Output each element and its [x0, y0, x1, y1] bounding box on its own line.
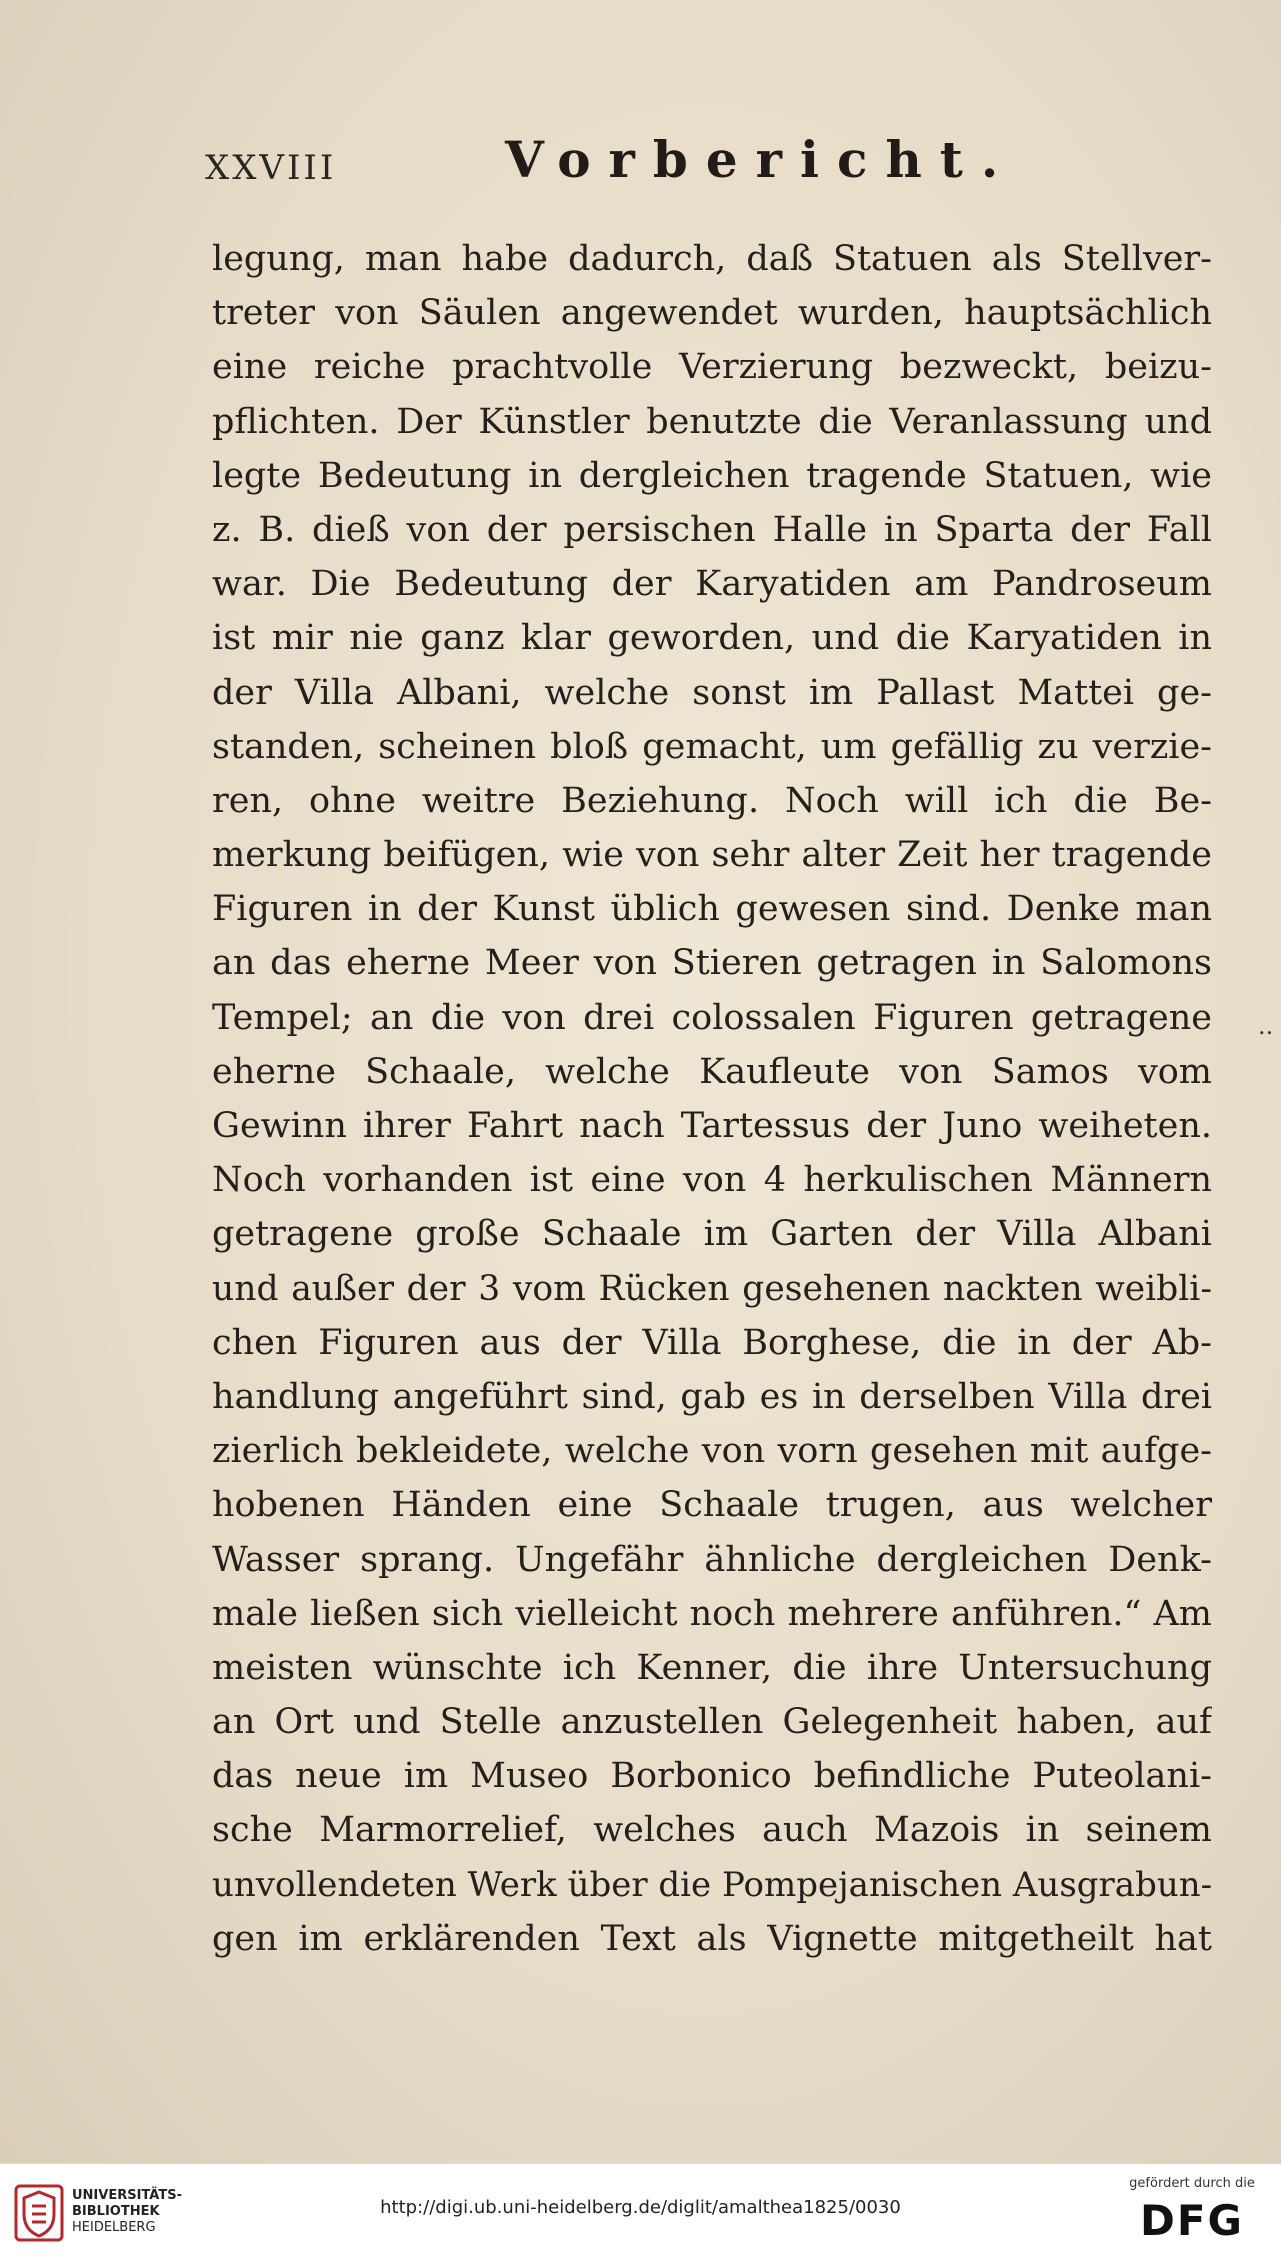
margin-mark: .. [1258, 1012, 1274, 1040]
text-line: treter von Säulen angewendet wurden, hauptsächlich [212, 293, 1212, 334]
text-line: male ließen sich vielleicht noch mehrere anführen.“ Am [212, 1593, 1212, 1634]
text-line: hobenen Händen eine Schaale trugen, aus welcher [212, 1485, 1212, 1526]
running-head [205, 130, 1221, 200]
text-line: Gewinn ihrer Fahrt nach Tartessus der Juno weiheten. [212, 1106, 1212, 1146]
text-line: pflichten. Der Künstler benutzte die Veranlassung und [212, 401, 1212, 442]
text-line: Tempel; an die von drei colossalen Figuren getragene [212, 997, 1212, 1038]
text-line: sche Marmorrelief, welches auch Mazois in seinem [212, 1810, 1212, 1851]
text-line: Figuren in der Kunst üblich gewesen sind. Denke man [212, 889, 1212, 930]
viewer-footer [0, 2163, 1281, 2260]
text-line: und außer der 3 vom Rücken gesehenen nackten weibli- [212, 1268, 1212, 1309]
text-line: eine reiche prachtvolle Verzierung bezweckt, beizu- [212, 347, 1212, 388]
text-line: gen im erklärenden Text als Vignette mitgetheilt hat [212, 1918, 1212, 1959]
text-line: chen Figuren aus der Villa Borghese, die in der Ab- [212, 1322, 1212, 1363]
text-line: handlung angeführt sind, gab es in derselben Villa drei [212, 1376, 1212, 1417]
library-name-line-3: HEIDELBERG [72, 2220, 156, 2235]
text-line: legung, man habe dadurch, daß Statuen als Stellver- [212, 239, 1212, 279]
text-line: standen, scheinen bloß gemacht, um gefällig zu verzie- [212, 726, 1212, 767]
text-line: eherne Schaale, welche Kaufleute von Samos vom [212, 1051, 1212, 1092]
body-text [212, 232, 1212, 1966]
text-line: Wasser sprang. Ungefähr ähnliche dergleichen Denk- [212, 1539, 1212, 1580]
text-line: getragene große Schaale im Garten der Villa Albani [212, 1214, 1212, 1255]
text-line: ren, ohne weitre Beziehung. Noch will ich die Be- [212, 780, 1212, 821]
text-line: das neue im Museo Borbonico befindliche Puteolani- [212, 1756, 1212, 1797]
text-line: Noch vorhanden ist eine von 4 herkulischen Männern [212, 1160, 1212, 1201]
permalink-url[interactable]: http://digi.ub.uni-heidelberg.de/diglit/amalthea1825/0030 [380, 2197, 901, 2218]
text-line: der Villa Albani, welche sonst im Pallast Mattei ge- [212, 672, 1212, 713]
text-line: ist mir nie ganz klar geworden, und die Karyatiden in [212, 618, 1212, 659]
library-name-line-1: UNIVERSITÄTS- [72, 2188, 182, 2203]
text-line: an das eherne Meer von Stieren getragen in Salomons [212, 943, 1212, 984]
text-line: merkung beifügen, wie von sehr alter Zeit her tragende [212, 835, 1212, 876]
text-line: z. B. dieß von der persischen Halle in Sparta der Fall [212, 509, 1212, 550]
text-line: legte Bedeutung in dergleichen tragende Statuen, wie [212, 455, 1212, 496]
dfg-logo-text: DFG [1139, 2196, 1245, 2241]
text-line: meisten wünschte ich Kenner, die ihre Untersuchung [212, 1647, 1212, 1688]
text-line: an Ort und Stelle anzustellen Gelegenheit haben, auf [212, 1702, 1212, 1743]
page-heading: Vorbericht. [505, 130, 1017, 189]
dfg-logo-icon [1117, 2195, 1267, 2241]
library-name-line-2: BIBLIOTHEK [72, 2204, 160, 2219]
text-line: unvollendeten Werk über die Pompejanischen Ausgrabun- [212, 1864, 1212, 1905]
page-number: XXVIII [205, 148, 337, 188]
sponsor-block[interactable] [1117, 2176, 1267, 2245]
sponsor-label: gefördert durch die [1129, 2176, 1255, 2191]
text-line: war. Die Bedeutung der Karyatiden am Pandroseum [212, 564, 1212, 605]
text-line: zierlich bekleidete, welche von vorn gesehen mit aufge- [212, 1431, 1212, 1472]
